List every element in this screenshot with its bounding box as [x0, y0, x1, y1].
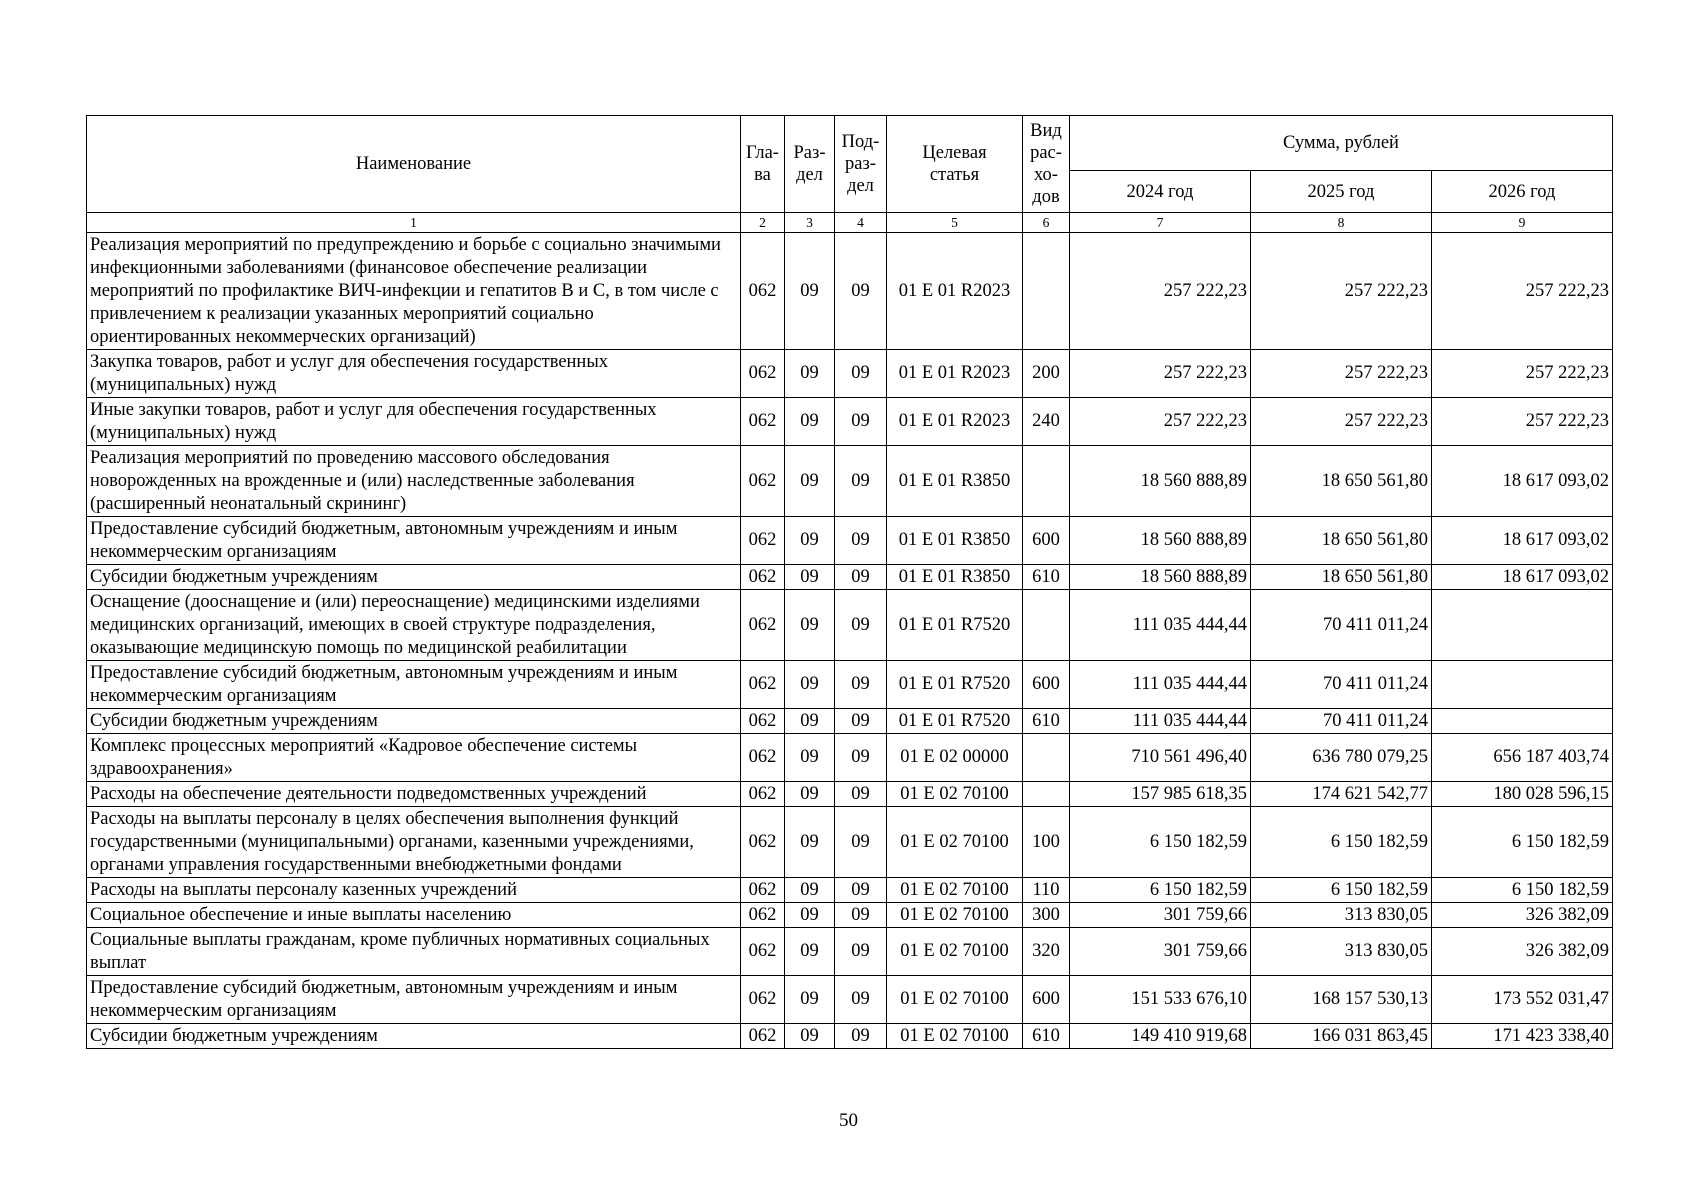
table-row [87, 878, 1613, 903]
row-razdel: 09 [785, 398, 835, 446]
row-name: Субсидии бюджетным учреждениям [87, 709, 741, 734]
row-name: Предоставление субсидий бюджетным, автономным учреждениям и иным некоммерческим организациям [87, 976, 741, 1024]
row-amount-2026: 171 423 338,40 [1432, 1024, 1613, 1049]
row-name: Предоставление субсидий бюджетным, автономным учреждениям и иным некоммерческим организациям [87, 661, 741, 709]
header-podrazdel: Под- раз- дел [835, 116, 887, 213]
row-amount-2025: 18 650 561,80 [1251, 446, 1432, 517]
row-tselevaya: 01 Е 02 70100 [887, 928, 1023, 976]
row-vid [1023, 590, 1070, 661]
row-name: Иные закупки товаров, работ и услуг для обеспечения государственных (муниципальных) нужд [87, 398, 741, 446]
row-amount-2026: 257 222,23 [1432, 350, 1613, 398]
header-tselevaya: Целевая статья [887, 116, 1023, 213]
row-vid: 100 [1023, 807, 1070, 878]
row-glava: 062 [741, 350, 785, 398]
row-amount-2026 [1432, 661, 1613, 709]
row-razdel: 09 [785, 661, 835, 709]
row-glava: 062 [741, 661, 785, 709]
row-amount-2025: 313 830,05 [1251, 928, 1432, 976]
row-vid: 240 [1023, 398, 1070, 446]
row-amount-2025: 313 830,05 [1251, 903, 1432, 928]
row-vid [1023, 233, 1070, 350]
header-year-2024: 2024 год [1070, 171, 1251, 213]
row-tselevaya: 01 Е 01 R3850 [887, 565, 1023, 590]
row-amount-2026: 18 617 093,02 [1432, 517, 1613, 565]
row-razdel: 09 [785, 565, 835, 590]
row-podrazdel: 09 [835, 661, 887, 709]
row-tselevaya: 01 Е 01 R7520 [887, 709, 1023, 734]
column-number: 5 [887, 213, 1023, 233]
row-tselevaya: 01 Е 02 70100 [887, 976, 1023, 1024]
row-vid [1023, 734, 1070, 782]
row-name: Реализация мероприятий по предупреждению и борьбе с социально значимыми инфекционными заболеваниями (финансовое обеспечение реализации мероприятий по профилактике ВИЧ-инфекции и гепатитов В и С, в том числе с привлечением к реализации указанных мероприятий социально ориентированных некоммерческих организаций) [87, 233, 741, 350]
row-razdel: 09 [785, 446, 835, 517]
row-tselevaya: 01 Е 01 R2023 [887, 233, 1023, 350]
row-podrazdel: 09 [835, 590, 887, 661]
row-razdel: 09 [785, 734, 835, 782]
row-amount-2025: 166 031 863,45 [1251, 1024, 1432, 1049]
row-vid: 610 [1023, 565, 1070, 590]
table-row [87, 903, 1613, 928]
row-glava: 062 [741, 734, 785, 782]
row-razdel: 09 [785, 590, 835, 661]
row-glava: 062 [741, 1024, 785, 1049]
table-row [87, 734, 1613, 782]
row-razdel: 09 [785, 903, 835, 928]
header-glava: Гла- ва [741, 116, 785, 213]
table-row [87, 398, 1613, 446]
row-glava: 062 [741, 446, 785, 517]
row-amount-2025: 257 222,23 [1251, 233, 1432, 350]
row-vid: 600 [1023, 976, 1070, 1024]
row-amount-2026 [1432, 709, 1613, 734]
row-amount-2024: 111 035 444,44 [1070, 661, 1251, 709]
row-amount-2026: 257 222,23 [1432, 233, 1613, 350]
table-row [87, 233, 1613, 350]
row-name: Субсидии бюджетным учреждениям [87, 1024, 741, 1049]
row-razdel: 09 [785, 976, 835, 1024]
row-vid: 300 [1023, 903, 1070, 928]
row-razdel: 09 [785, 782, 835, 807]
table-row [87, 590, 1613, 661]
column-number: 6 [1023, 213, 1070, 233]
column-number: 7 [1070, 213, 1251, 233]
row-amount-2025: 636 780 079,25 [1251, 734, 1432, 782]
row-name: Субсидии бюджетным учреждениям [87, 565, 741, 590]
row-name: Расходы на выплаты персоналу казенных учреждений [87, 878, 741, 903]
table-row [87, 661, 1613, 709]
row-amount-2026 [1432, 590, 1613, 661]
column-number: 8 [1251, 213, 1432, 233]
row-name: Социальные выплаты гражданам, кроме публичных нормативных социальных выплат [87, 928, 741, 976]
row-amount-2024: 18 560 888,89 [1070, 565, 1251, 590]
row-amount-2025: 70 411 011,24 [1251, 661, 1432, 709]
row-amount-2024: 257 222,23 [1070, 233, 1251, 350]
row-tselevaya: 01 Е 01 R3850 [887, 446, 1023, 517]
header-year-2025: 2025 год [1251, 171, 1432, 213]
row-amount-2025: 168 157 530,13 [1251, 976, 1432, 1024]
row-vid: 110 [1023, 878, 1070, 903]
row-amount-2025: 70 411 011,24 [1251, 709, 1432, 734]
row-amount-2024: 301 759,66 [1070, 903, 1251, 928]
row-amount-2024: 18 560 888,89 [1070, 517, 1251, 565]
table-row [87, 807, 1613, 878]
row-podrazdel: 09 [835, 782, 887, 807]
row-name: Оснащение (дооснащение и (или) переоснащение) медицинскими изделиями медицинских организаций, имеющих в своей структуре подразделения, оказывающие медицинскую помощь по медицинской реабилитации [87, 590, 741, 661]
row-razdel: 09 [785, 878, 835, 903]
row-podrazdel: 09 [835, 1024, 887, 1049]
row-name: Расходы на обеспечение деятельности подведомственных учреждений [87, 782, 741, 807]
row-tselevaya: 01 Е 01 R7520 [887, 661, 1023, 709]
column-number: 3 [785, 213, 835, 233]
row-amount-2026: 257 222,23 [1432, 398, 1613, 446]
row-amount-2026: 326 382,09 [1432, 928, 1613, 976]
row-amount-2024: 157 985 618,35 [1070, 782, 1251, 807]
page-number: 50 [839, 1110, 858, 1131]
row-podrazdel: 09 [835, 903, 887, 928]
row-podrazdel: 09 [835, 878, 887, 903]
row-podrazdel: 09 [835, 928, 887, 976]
row-glava: 062 [741, 709, 785, 734]
row-vid: 610 [1023, 1024, 1070, 1049]
row-amount-2026: 180 028 596,15 [1432, 782, 1613, 807]
row-razdel: 09 [785, 709, 835, 734]
row-name: Социальное обеспечение и иные выплаты населению [87, 903, 741, 928]
row-amount-2026: 656 187 403,74 [1432, 734, 1613, 782]
row-amount-2025: 6 150 182,59 [1251, 807, 1432, 878]
row-podrazdel: 09 [835, 807, 887, 878]
row-amount-2024: 6 150 182,59 [1070, 807, 1251, 878]
row-amount-2026: 18 617 093,02 [1432, 565, 1613, 590]
row-podrazdel: 09 [835, 976, 887, 1024]
row-amount-2026: 173 552 031,47 [1432, 976, 1613, 1024]
row-amount-2024: 149 410 919,68 [1070, 1024, 1251, 1049]
row-amount-2026: 326 382,09 [1432, 903, 1613, 928]
row-razdel: 09 [785, 517, 835, 565]
row-tselevaya: 01 Е 02 70100 [887, 878, 1023, 903]
row-glava: 062 [741, 398, 785, 446]
row-amount-2026: 6 150 182,59 [1432, 807, 1613, 878]
row-podrazdel: 09 [835, 446, 887, 517]
row-vid: 320 [1023, 928, 1070, 976]
table-row [87, 1024, 1613, 1049]
table-row [87, 782, 1613, 807]
row-vid: 600 [1023, 517, 1070, 565]
header-razdel: Раз- дел [785, 116, 835, 213]
row-podrazdel: 09 [835, 517, 887, 565]
row-podrazdel: 09 [835, 709, 887, 734]
row-amount-2024: 257 222,23 [1070, 398, 1251, 446]
row-tselevaya: 01 Е 02 70100 [887, 1024, 1023, 1049]
row-razdel: 09 [785, 928, 835, 976]
header-name: Наименование [87, 116, 741, 213]
row-tselevaya: 01 Е 01 R2023 [887, 398, 1023, 446]
row-amount-2025: 70 411 011,24 [1251, 590, 1432, 661]
header-vid: Вид рас- хо- дов [1023, 116, 1070, 213]
budget-table [86, 115, 1613, 1049]
row-amount-2024: 257 222,23 [1070, 350, 1251, 398]
row-podrazdel: 09 [835, 233, 887, 350]
row-tselevaya: 01 Е 01 R3850 [887, 517, 1023, 565]
row-amount-2025: 257 222,23 [1251, 398, 1432, 446]
row-amount-2024: 710 561 496,40 [1070, 734, 1251, 782]
row-razdel: 09 [785, 807, 835, 878]
row-glava: 062 [741, 590, 785, 661]
row-amount-2025: 257 222,23 [1251, 350, 1432, 398]
row-tselevaya: 01 Е 01 R7520 [887, 590, 1023, 661]
table-header [87, 116, 1613, 233]
row-name: Предоставление субсидий бюджетным, автономным учреждениям и иным некоммерческим организациям [87, 517, 741, 565]
row-podrazdel: 09 [835, 350, 887, 398]
row-vid: 600 [1023, 661, 1070, 709]
row-razdel: 09 [785, 233, 835, 350]
column-number: 1 [87, 213, 741, 233]
row-glava: 062 [741, 976, 785, 1024]
row-amount-2024: 18 560 888,89 [1070, 446, 1251, 517]
row-glava: 062 [741, 878, 785, 903]
row-glava: 062 [741, 782, 785, 807]
header-year-2026: 2026 год [1432, 171, 1613, 213]
row-razdel: 09 [785, 1024, 835, 1049]
table-row [87, 565, 1613, 590]
row-name: Комплекс процессных мероприятий «Кадровое обеспечение системы здравоохранения» [87, 734, 741, 782]
row-amount-2024: 301 759,66 [1070, 928, 1251, 976]
column-numbers-row [87, 213, 1613, 233]
row-amount-2024: 111 035 444,44 [1070, 709, 1251, 734]
row-amount-2025: 6 150 182,59 [1251, 878, 1432, 903]
column-number: 9 [1432, 213, 1613, 233]
row-podrazdel: 09 [835, 734, 887, 782]
row-amount-2024: 151 533 676,10 [1070, 976, 1251, 1024]
row-amount-2024: 6 150 182,59 [1070, 878, 1251, 903]
row-glava: 062 [741, 807, 785, 878]
row-name: Закупка товаров, работ и услуг для обеспечения государственных (муниципальных) нужд [87, 350, 741, 398]
row-name: Реализация мероприятий по проведению массового обследования новорожденных на врожденные и (или) наследственные заболевания (расширенный неонатальный скрининг) [87, 446, 741, 517]
table-row [87, 350, 1613, 398]
row-tselevaya: 01 Е 02 70100 [887, 807, 1023, 878]
row-amount-2025: 18 650 561,80 [1251, 565, 1432, 590]
table-row [87, 517, 1613, 565]
row-razdel: 09 [785, 350, 835, 398]
row-tselevaya: 01 Е 01 R2023 [887, 350, 1023, 398]
row-glava: 062 [741, 928, 785, 976]
table-row [87, 928, 1613, 976]
table-row [87, 446, 1613, 517]
row-tselevaya: 01 Е 02 70100 [887, 903, 1023, 928]
table-row [87, 709, 1613, 734]
row-glava: 062 [741, 233, 785, 350]
row-amount-2026: 18 617 093,02 [1432, 446, 1613, 517]
header-summa: Сумма, рублей [1070, 116, 1613, 171]
row-podrazdel: 09 [835, 565, 887, 590]
row-amount-2026: 6 150 182,59 [1432, 878, 1613, 903]
column-number: 2 [741, 213, 785, 233]
row-tselevaya: 01 Е 02 70100 [887, 782, 1023, 807]
row-amount-2024: 111 035 444,44 [1070, 590, 1251, 661]
row-tselevaya: 01 Е 02 00000 [887, 734, 1023, 782]
row-name: Расходы на выплаты персоналу в целях обеспечения выполнения функций государственными (муниципальными) органами, казенными учреждениями, органами управления государственными внебюджетными фондами [87, 807, 741, 878]
row-vid [1023, 446, 1070, 517]
table-row [87, 976, 1613, 1024]
row-vid: 200 [1023, 350, 1070, 398]
row-vid: 610 [1023, 709, 1070, 734]
table-body [87, 233, 1613, 1049]
row-amount-2025: 174 621 542,77 [1251, 782, 1432, 807]
row-glava: 062 [741, 903, 785, 928]
row-glava: 062 [741, 517, 785, 565]
row-glava: 062 [741, 565, 785, 590]
row-amount-2025: 18 650 561,80 [1251, 517, 1432, 565]
column-number: 4 [835, 213, 887, 233]
row-vid [1023, 782, 1070, 807]
row-podrazdel: 09 [835, 398, 887, 446]
